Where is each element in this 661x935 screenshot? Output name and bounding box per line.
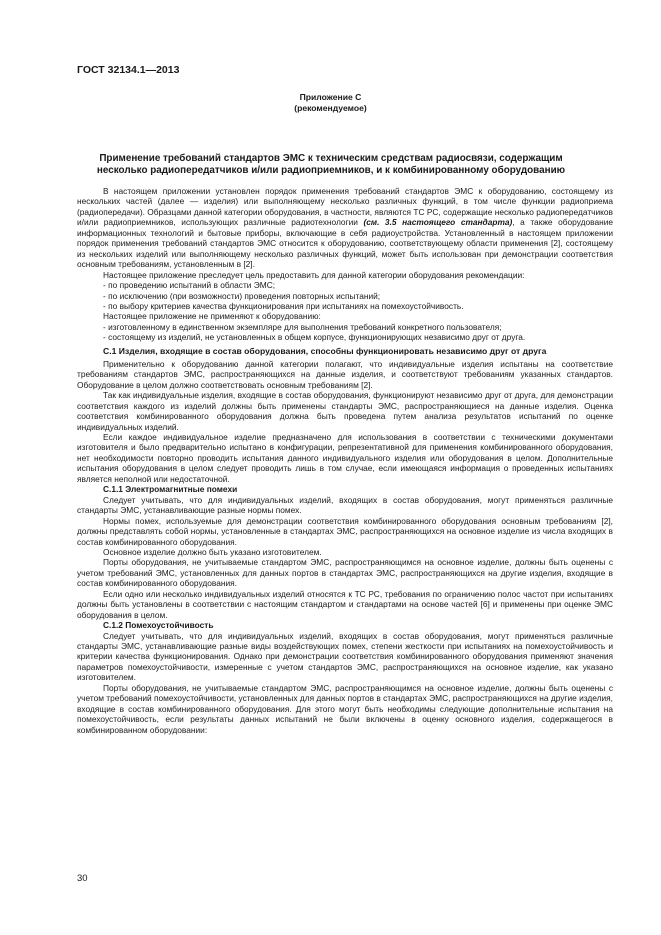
document-body <box>77 186 613 735</box>
standard-header: ГОСТ 32134.1—2013 <box>77 64 180 76</box>
intro-paragraph-3: Настоящее приложение не применяют к оборудованию: <box>103 311 321 322</box>
list-item: - по исключению (при возможности) проведения повторных испытаний; <box>103 290 381 301</box>
section-c11-paragraph: Порты оборудования, не учитываемые стандартом ЭМС, распространяющимся на основное изделие, должны быть оценены с учетом требований ЭМС, установленных для данных портов в стандартах ЭМС, распространяющихся на другие изделия, входящие в состав комбинированного оборудования. <box>77 557 613 589</box>
list-item: - по проведению испытаний в области ЭМС; <box>103 280 276 291</box>
section-c1-paragraph: Применительно к оборудованию данной категории полагают, что индивидуальные изделия испытаны на соответствие требованиям стандартов ЭМС, распространяющихся на данные изделия, и соответствуют требованиям указанных стандартов. Оборудование в целом должно соответствовать основным требованиям [2]. <box>77 358 613 390</box>
list-item: - состоящему из изделий, не установленных в общем корпусе, функционирующих независимо друг от друга. <box>103 332 526 343</box>
intro-text-a: В настоящем приложении установлен порядок применения требований стандартов ЭМС к оборудованию, состоящему из нескольких частей (далее — изделия) или выполняющему несколько различных функций, в том числе функции радиоприема (радиопередачи). Образцами данной категории оборудования, в частности, являются ТС РС, содержащие несколько радиопередатчиков и/или радиоприемников, использующих различные радиотехнологии <box>77 186 613 228</box>
page-number: 30 <box>77 873 88 884</box>
section-c11-heading: С.1.1 Электромагнитные помехи <box>103 484 238 495</box>
section-c12-heading: С.1.2 Помехоустойчивость <box>103 620 214 631</box>
main-title: Применение требований стандартов ЭМС к техническим средствам радиосвязи, содержащим несколько радиопередатчиков и/или радиоприемников, и к комбинированному оборудованию <box>96 153 566 176</box>
section-c12-paragraph: Следует учитывать, что для индивидуальных изделий, входящих в состав оборудования, могут применяться различные стандарты ЭМС, устанавливающие разные виды воздействующих помех, степени жесткости при испытаниях на помехоустойчивость и критерии качества функционирования. Однако при демонстрации соответствия комбинированного оборудования применяют значения параметров помехоустойчивости, измеренные с учетом стандартов ЭМС, распространяющихся на основное изделие, как указано изготовителем. <box>77 630 613 683</box>
list-item: - изготовленному в единственном экземпляре для выполнения требований конкретного пользователя; <box>103 321 502 332</box>
section-c1-heading: С.1 Изделия, входящие в состав оборудования, способны функционировать независимо друг от друга <box>103 345 547 356</box>
section-c1-paragraph: Так как индивидуальные изделия, входящие в состав оборудования, функционируют независимо друг от друга, для демонстрации соответствия каждого из изделий должны быть применены стандарты ЭМС, распространяющиеся на данные изделия. Оценка соответствия комбинированного оборудования должна быть проведена путем анализа результатов испытаний по оценке индивидуальных изделий. <box>77 390 613 432</box>
section-c11-paragraph: Нормы помех, используемые для демонстрации соответствия комбинированного оборудования основным требованиям [2], должны представлять собой нормы, установленные в стандартах ЭМС, распространяющихся на основное изделие из числа входящих в состав комбинированного оборудования. <box>77 515 613 547</box>
intro-paragraph-1 <box>77 186 613 270</box>
section-c1-paragraph: Если каждое индивидуальное изделие предназначено для использования в соответствии с техническими документами изготовителя и было предварительно испытано в конфигурации, репрезентативной для применения комбинированного оборудования, нет необходимости повторно проводить испытания данного индивидуального изделия или оборудования в целом. Дополнительные испытания оборудования в целом следует проводить лишь в том случае, если имеющаяся информация о проведенных испытаниях является неполной или недостаточной. <box>77 431 613 484</box>
section-c11-paragraph: Основное изделие должно быть указано изготовителем. <box>103 546 322 557</box>
section-c12-paragraph: Порты оборудования, не учитываемые стандартом ЭМС, распространяющимся на основное изделие, должны быть оценены с учетом требований помехоустойчивости, установленных для данных портов в стандартах ЭМС, распространяющихся на другие изделия, входящие в состав комбинированного оборудования. Для этого могут быть необходимы следующие дополнительные испытания на помехоустойчивость, если результаты данных испытаний не были включены в оценку основного изделия, содержащегося в комбинированном оборудовании: <box>77 682 613 735</box>
section-c11-paragraph: Если одно или несколько индивидуальных изделий относятся к ТС РС, требования по ограничению полос частот при испытаниях должны быть установлены в соответствии с настоящим стандартом и стандартами на основе частей [6] и применены при оценке ЭМС оборудования в целом. <box>77 588 613 620</box>
section-c11-paragraph: Следует учитывать, что для индивидуальных изделий, входящих в состав оборудования, могут применяться различные стандарты ЭМС, устанавливающие разные нормы помех. <box>77 494 613 516</box>
standard-reference: (см. 3.5 настоящего стандарта) <box>363 217 513 228</box>
annex-title: Приложение С <box>299 92 362 102</box>
annex-subtitle: (рекомендуемое) <box>294 103 367 113</box>
intro-paragraph-2: Настоящее приложение преследует цель предоставить для данной категории оборудования рекомендации: <box>103 269 525 280</box>
list-item: - по выбору критериев качества функционирования при испытаниях на помехоустойчивость. <box>103 300 464 311</box>
intro-text-b: , а также оборудование информационных технологий и бытовые приборы, включающие в себя радиоустройства. Установленный в настоящем приложении порядок применения требований стандартов ЭМС относится к оборудованию, соответствующему области применения [2], состоящему из нескольких изделий или выполняющему несколько различных функций, может быть использован при демонстрации соответствия основным требованиям, установленным в [2]. <box>77 217 614 270</box>
